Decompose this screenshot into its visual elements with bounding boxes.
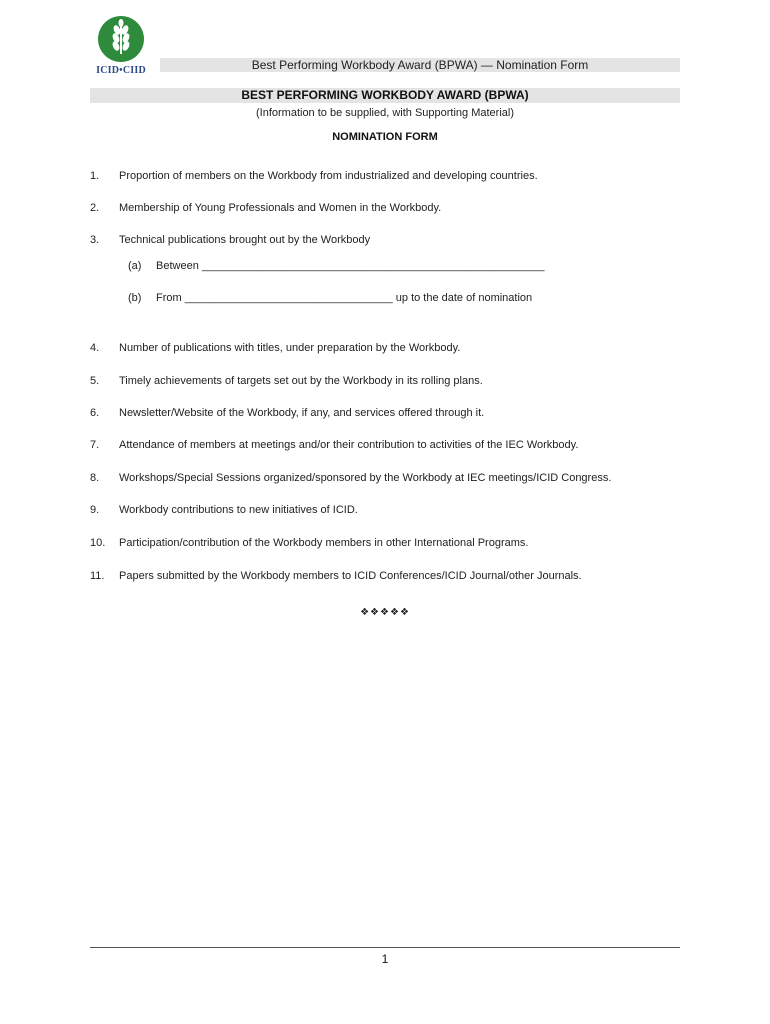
sub-item-text: Between ________________________________________________________ — [156, 260, 545, 272]
item-number: 1. — [90, 170, 100, 182]
item-text: Newsletter/Website of the Workbody, if any, and services offered through it. — [119, 407, 485, 419]
wheat-emblem-icon — [98, 16, 144, 62]
item-number: 4. — [90, 342, 100, 354]
sub-item-label: (b) — [128, 292, 142, 304]
page-number: 1 — [381, 952, 389, 966]
sub-item-label: (a) — [128, 260, 142, 272]
item-number: 7. — [90, 439, 100, 451]
footer-divider — [90, 947, 680, 948]
form-subtitle: (Information to be supplied, with Supporting Material) — [255, 107, 515, 119]
item-number: 8. — [90, 472, 100, 484]
header-title: Best Performing Workbody Award (BPWA) — Nomination Form — [160, 58, 680, 72]
item-number: 6. — [90, 407, 100, 419]
item-text: Proportion of members on the Workbody from industrialized and developing countries. — [119, 170, 538, 182]
item-text: Workshops/Special Sessions organized/sponsored by the Workbody at IEC meetings/ICID Congress. — [119, 472, 612, 484]
item-number: 2. — [90, 202, 100, 214]
end-of-form-separator: ❖❖❖❖❖ — [360, 607, 410, 618]
item-number: 9. — [90, 504, 100, 516]
nomination-form-heading: NOMINATION FORM — [332, 131, 438, 143]
item-number: 11. — [90, 570, 105, 582]
form-title: BEST PERFORMING WORKBODY AWARD (BPWA) — [90, 88, 680, 103]
item-text: Participation/contribution of the Workbody members in other International Programs. — [119, 537, 529, 549]
item-text: Attendance of members at meetings and/or their contribution to activities of the IEC Workbody. — [119, 439, 579, 451]
icid-logo — [93, 16, 149, 78]
item-text: Number of publications with titles, under preparation by the Workbody. — [119, 342, 461, 354]
item-number: 5. — [90, 375, 100, 387]
item-text: Workbody contributions to new initiatives of ICID. — [119, 504, 358, 516]
item-text: Technical publications brought out by the Workbody — [119, 234, 371, 246]
sub-item-text: From __________________________________ up to the date of nomination — [156, 292, 533, 304]
item-text: Membership of Young Professionals and Women in the Workbody. — [119, 202, 442, 214]
logo-text: ICID•CIID — [96, 65, 146, 76]
item-number: 3. — [90, 234, 100, 246]
item-text: Timely achievements of targets set out by the Workbody in its rolling plans. — [119, 375, 483, 387]
item-number: 10. — [90, 537, 106, 549]
item-text: Papers submitted by the Workbody members to ICID Conferences/ICID Journal/other Journals. — [119, 570, 582, 582]
